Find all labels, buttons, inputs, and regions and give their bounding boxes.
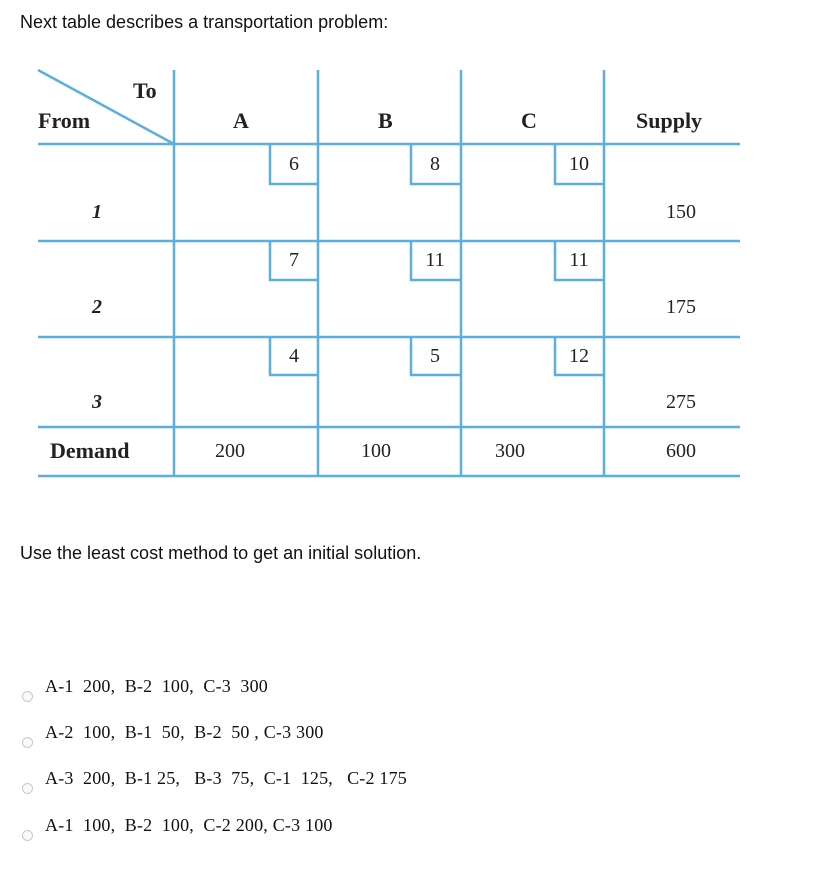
radio-button[interactable] (22, 737, 33, 748)
supply-1: 150 (666, 201, 696, 223)
cost-1-b: 8 (430, 153, 440, 175)
column-header-b: B (378, 108, 393, 133)
cost-1-c: 10 (569, 153, 589, 175)
radio-button[interactable] (22, 830, 33, 841)
cost-2-c: 11 (569, 249, 589, 271)
instruction-text: Use the least cost method to get an initial solution. (20, 543, 422, 563)
column-header-c: C (521, 108, 537, 133)
answer-option-1[interactable] (22, 676, 268, 706)
corner-from-label: From (38, 108, 91, 133)
corner-to-label: To (133, 78, 157, 103)
radio-button[interactable] (22, 691, 33, 702)
cost-2-a: 7 (289, 249, 299, 271)
answer-option-label: A-2 100, B-1 50, B-2 50 , C-3 300 (45, 722, 324, 742)
cost-2-b: 11 (425, 249, 445, 271)
answer-option-label: A-1 100, B-2 100, C-2 200, C-3 100 (45, 815, 333, 835)
cost-1-a: 6 (289, 153, 299, 175)
cost-3-c: 12 (569, 345, 589, 367)
radio-button[interactable] (22, 783, 33, 794)
intro-text: Next table describes a transportation problem: (20, 12, 389, 32)
total: 600 (666, 440, 696, 462)
supply-2: 175 (666, 296, 696, 318)
demand-a: 200 (215, 440, 245, 462)
answer-option-2[interactable] (22, 722, 324, 752)
row-label-3: 3 (92, 391, 102, 413)
answer-option-4[interactable] (22, 815, 333, 845)
row-label-2: 2 (92, 296, 102, 318)
cost-3-a: 4 (289, 345, 299, 367)
supply-header: Supply (636, 108, 703, 133)
row-label-1: 1 (92, 201, 102, 223)
demand-b: 100 (361, 440, 391, 462)
answer-option-label: A-3 200, B-1 25, B-3 75, C-1 125, C-2 175 (45, 768, 407, 788)
demand-label: Demand (50, 438, 130, 463)
cost-3-b: 5 (430, 345, 440, 367)
answer-option-3[interactable] (22, 768, 407, 798)
column-header-a: A (233, 108, 249, 133)
supply-3: 275 (666, 391, 696, 413)
answer-option-label: A-1 200, B-2 100, C-3 300 (45, 676, 268, 696)
demand-c: 300 (495, 440, 525, 462)
